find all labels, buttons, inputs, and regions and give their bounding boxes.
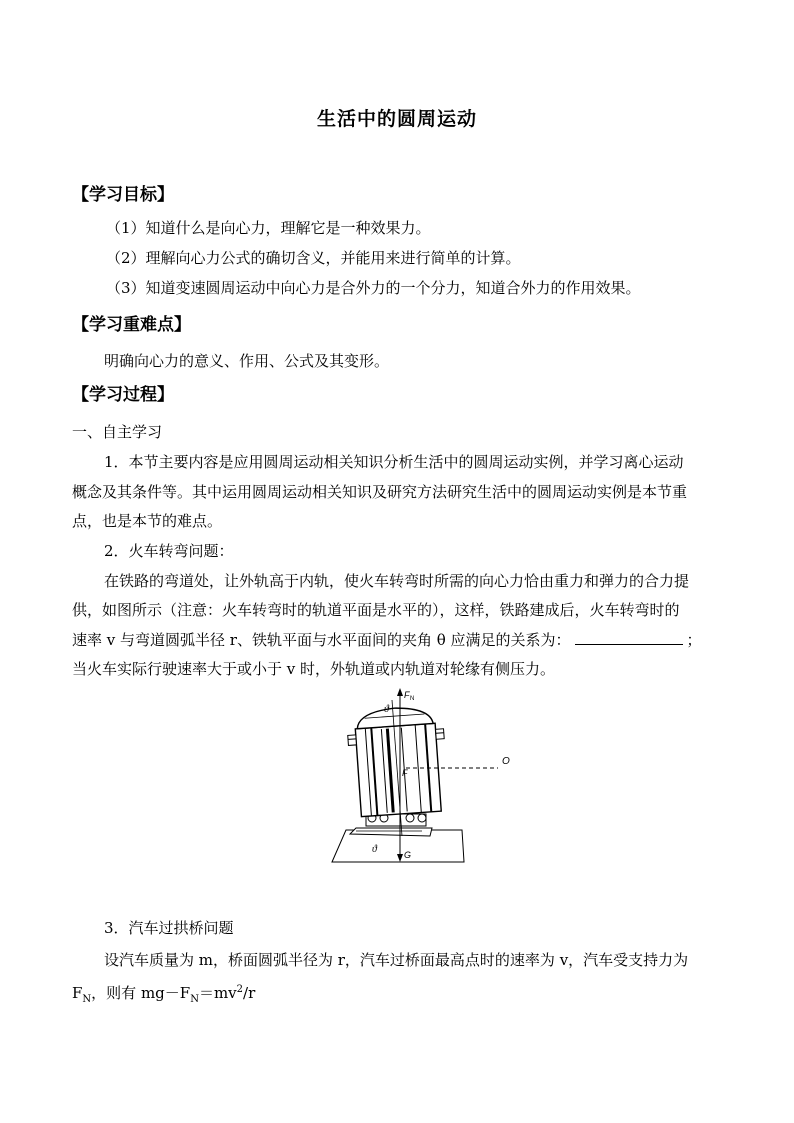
paragraph-2-line-3-text: 速率 v 与弯道圆弧半径 r、铁轨平面与水平面间的夹角 θ 应满足的关系为：	[72, 631, 571, 649]
formula-exponent: 2	[236, 984, 244, 995]
formula-middle: ，则有 mg－F	[91, 984, 191, 1002]
process-heading: 【学习过程】	[72, 385, 174, 405]
paragraph-2-line-3	[72, 630, 722, 650]
page-title: 生活中的圆周运动	[316, 108, 477, 130]
fn-sub-label: N	[410, 696, 415, 702]
paragraph-1-line-2: 概念及其条件等。其中运用圆周运动相关知识及研究方法研究生活中的圆周运动实例是本节重	[72, 483, 688, 501]
paragraph-2-line-3-end: ；	[686, 631, 702, 649]
formula-fn: F	[72, 984, 83, 1002]
goal-item-1: （1）知道什么是向心力，理解它是一种效果力。	[106, 219, 431, 237]
fn-arrow-head	[397, 688, 403, 696]
o-label: O	[502, 756, 510, 767]
item-3-heading: 3．汽车过拱桥问题	[104, 919, 234, 937]
g-arrow-head	[397, 854, 403, 862]
key-points-text: 明确向心力的意义、作用、公式及其变形。	[104, 352, 390, 370]
f-label: F	[402, 768, 408, 778]
fn-label: F	[404, 690, 410, 700]
goal-item-3: （3）知道变速圆周运动中向心力是合外力的一个分力，知道合外力的作用效果。	[106, 279, 641, 297]
answer-blank[interactable]	[575, 630, 683, 645]
paragraph-1-line-1: 1．本节主要内容是应用圆周运动相关知识分析生活中的圆周运动实例，并学习离心运动	[104, 453, 684, 471]
part-heading: 一、自主学习	[72, 423, 163, 441]
key-points-heading: 【学习重难点】	[72, 315, 191, 335]
formula-fn-sub: N	[82, 994, 92, 1005]
goal-item-2: （2）理解向心力公式的确切含义，并能用来进行简单的计算。	[106, 249, 521, 267]
g-label: G	[404, 850, 412, 860]
formula-fn-sub-2: N	[190, 994, 199, 1005]
goals-heading: 【学习目标】	[72, 185, 174, 205]
paragraph-3-line-1: 设汽车质量为 m，桥面圆弧半径为 r，汽车过桥面最高点时的速率为 v，汽车受支持力为	[104, 951, 689, 969]
theta-bottom-label: ϑ	[372, 844, 377, 855]
rail-plate	[350, 828, 432, 836]
paragraph-2-line-1: 在铁路的弯道处，让外轨高于内轨，使火车转弯时所需的向心力恰由重力和弹力的合力提	[104, 572, 690, 590]
item-2-heading: 2．火车转弯问题：	[104, 542, 234, 560]
formula-mv: ＝mv	[198, 984, 237, 1002]
train-turn-figure	[312, 686, 524, 864]
paragraph-2-line-4: 当火车实际行驶速率大于或小于 v 时，外轨道或内轨道对轮缘有侧压力。	[72, 660, 556, 678]
paragraph-1-line-3: 点，也是本节的难点。	[72, 512, 223, 530]
paragraph-2-line-2: 供，如图所示（注意：火车转弯时的轨道平面是水平的），这样，铁路建成后，火车转弯时的	[72, 601, 680, 619]
train-car-body	[346, 705, 449, 817]
paragraph-3-line-2	[72, 980, 722, 1010]
theta-top-label: ϑ	[384, 704, 389, 715]
formula-end: /r	[243, 984, 256, 1002]
